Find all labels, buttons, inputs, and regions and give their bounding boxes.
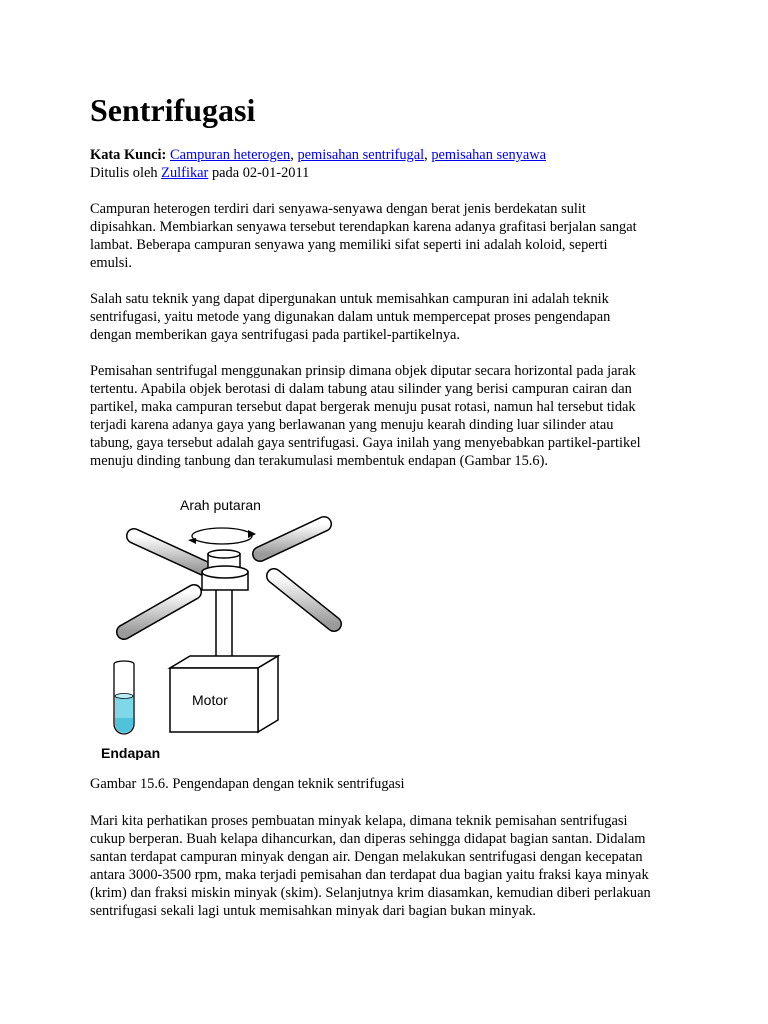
paragraph-line: Pemisahan sentrifugal menggunakan prinsip dimana objek diputar secara horizontal pada jarak [90, 363, 636, 379]
paragraph-line: dengan memberikan gaya sentrifugasi pada partikel-partikelnya. [90, 327, 461, 343]
paragraph-line: Mari kita perhatikan proses pembuatan minyak kelapa, dimana teknik pemisahan sentrifugasi [90, 813, 628, 829]
centrifuge-tube-upper-right [260, 524, 324, 554]
keyword-separator: , [424, 147, 432, 163]
figure-caption: Gambar 15.6. Pengendapan dengan teknik sentrifugasi [90, 776, 405, 792]
keywords-label: Kata Kunci: [90, 147, 167, 163]
sediment-label: Endapan [101, 745, 161, 760]
rotation-arrow-icon [188, 528, 256, 544]
author-prefix: Ditulis oleh [90, 165, 158, 181]
paragraph-line: cukup berperan. Buah kelapa dihancurkan, dan diperas sehingga didapat bagian santan. Didalam [90, 831, 646, 847]
paragraph-line: Salah satu teknik yang dapat dipergunakan untuk memisahkan campuran ini adalah teknik [90, 291, 609, 307]
article-meta [90, 146, 546, 182]
keyword-separator: , [290, 147, 298, 163]
paragraph-line: tabung, gaya tersebut adalah gaya sentrifugasi. Gaya inilah yang menyebabkan partikel-partikel [90, 435, 641, 451]
motor-label: Motor [192, 692, 228, 708]
keyword-link-campuran-heterogen[interactable]: Campuran heterogen [169, 147, 291, 163]
paragraph-line: antara 3000-3500 rpm, maka terjadi pemisahan dan terdapat dua bagian yaitu fraksi kaya minyak [90, 867, 649, 883]
keyword-link-pemisahan-senyawa[interactable]: pemisahan senyawa [431, 147, 547, 163]
test-tube [114, 661, 134, 734]
byline [90, 164, 546, 182]
paragraph-line: dipisahkan. Membiarkan senyawa tersebut terendapkan karena adanya grafitasi berjalan sangat [90, 219, 637, 235]
centrifuge-figure [98, 492, 358, 760]
paragraph-line: Campuran heterogen terdiri dari senyawa-senyawa dengan berat jenis berdekatan sulit [90, 201, 586, 217]
page-title: Sentrifugasi [90, 92, 256, 128]
paragraph-1 [90, 200, 690, 272]
paragraph-line: partikel, maka campuran tersebut dapat bergerak menuju pusat rotasi, namun hal tersebut tidak [90, 399, 636, 415]
paragraph-line: sentrifugasi sekali lagi untuk memisahkan minyak dari bagian bukan minyak. [90, 903, 537, 919]
rotation-label: Arah putaran [180, 497, 261, 513]
centrifuge-tube-upper-left [134, 536, 208, 570]
centrifuge-tube-lower-left [124, 592, 194, 632]
paragraph-line: terjadi karena adanya gaya yang berlawanan yang menuju kearah dinding luar silinder atau [90, 417, 614, 433]
author-link[interactable]: Zulfikar [161, 165, 209, 181]
keywords-line [90, 146, 546, 164]
centrifuge-tube-lower-right [274, 576, 334, 624]
paragraph-line: sentrifugasi, yaitu metode yang digunakan dalam untuk mempercepat proses pengendapan [90, 309, 611, 325]
paragraph-line: lambat. Beberapa campuran senyawa yang memiliki sifat seperti ini adalah koloid, seperti [90, 237, 608, 253]
paragraph-line: (krim) dan fraksi miskin minyak (skim). Selanjutnya krim diasamkan, kemudian diberi perlakuan [90, 885, 651, 901]
date-prefix: pada [211, 165, 240, 181]
paragraph-line: emulsi. [90, 255, 132, 271]
paragraph-line: santan terdapat campuran minyak dengan air. Dengan melakukan sentrifugasi dengan kecepatan [90, 849, 643, 865]
keyword-link-pemisahan-sentrifugal[interactable]: pemisahan sentrifugal [297, 147, 425, 163]
paragraph-2 [90, 290, 690, 344]
publish-date: 02-01-2011 [242, 165, 310, 181]
paragraph-3 [90, 362, 690, 470]
paragraph-line: menuju dinding tanbung dan terakumulasi membentuk endapan (Gambar 15.6). [90, 453, 548, 469]
rotor-hub [202, 550, 248, 590]
paragraph-line: tertentu. Apabila objek berotasi di dalam tabung atau silinder yang berisi campuran cairan dan [90, 381, 632, 397]
paragraph-4 [90, 812, 690, 920]
